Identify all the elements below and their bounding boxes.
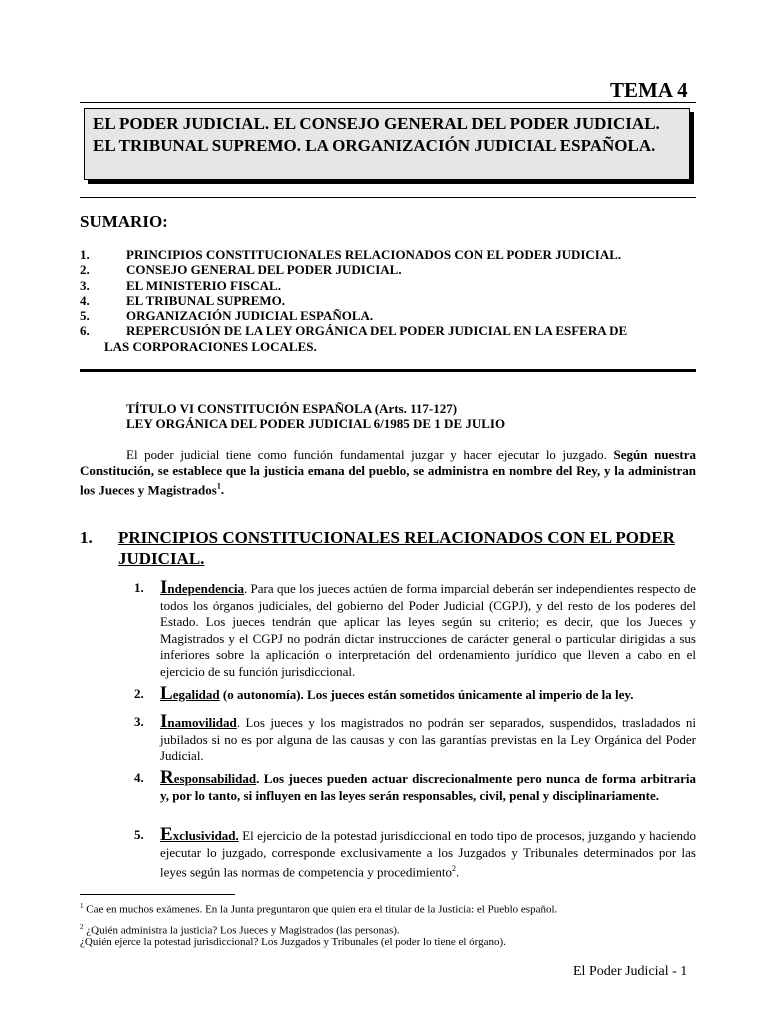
footnote-mark: 2 (80, 923, 84, 931)
sumario-item-number: 5. (80, 308, 90, 324)
reference-line: TÍTULO VI CONSTITUCIÓN ESPAÑOLA (Arts. 117-127) (126, 401, 458, 416)
principle-key-initial: L (160, 683, 173, 704)
principle-text: El ejercicio de la potestad jurisdiccional en todo tipo de procesos, juzgando y haciendo ejecutar lo juzgado, corresponde exclusivamente a los Juzgados y Tribunales determinados por las leyes según las normas de competencia y procedimiento (160, 828, 696, 880)
principle-key-initial: E (160, 824, 173, 845)
principle-number: 1. (134, 580, 144, 595)
principle-text: Los jueces y los magistrados no podrán ser separados, suspendidos, trasladados ni jubilados si no es por alguna de las causas y con las garantías previstas en la Ley Orgánica del Poder Judicial. (160, 715, 696, 763)
section-number: 1. (80, 528, 93, 547)
tema-number: TEMA 4 (610, 78, 688, 102)
sumario-item (80, 247, 700, 262)
principle-key-initial: R (160, 767, 174, 788)
principle-key-initial: I (160, 711, 168, 732)
sumario-item-text: REPERCUSIÓN DE LA LEY ORGÁNICA DEL PODER JUDICIAL EN LA ESFERA DE (126, 323, 628, 339)
footnote-separator (80, 894, 235, 895)
principle-number: 5. (134, 827, 144, 842)
sumario-item-text: CONSEJO GENERAL DEL PODER JUDICIAL. (126, 262, 402, 278)
footnote-ref: 2 (452, 864, 457, 873)
title-box (84, 108, 690, 180)
principle-text: (o autonomía). Los jueces están sometidos únicamente al imperio de la ley. (219, 687, 634, 702)
principle-number: 3. (134, 714, 144, 729)
footnote (80, 899, 557, 917)
title-bottom-rule (80, 197, 696, 198)
footnote-mark: 1 (80, 902, 84, 910)
intro-bold-text: Según nuestra Constitución, se establece que la justicia emana del pueblo, se administra en nombre del Rey, y la administran los Jueces y Magistrados (80, 447, 696, 498)
sumario-item-number: 2. (80, 262, 90, 278)
principle-sep: . (236, 715, 241, 730)
principle-key-rest: esponsabilidad (173, 771, 257, 786)
sumario-item-number: 6. (80, 323, 90, 339)
section-title: PRINCIPIOS CONSTITUCIONALES RELACIONADOS CON EL PODER JUDICIAL. (118, 528, 675, 568)
document-title: EL PODER JUDICIAL. EL CONSEJO GENERAL DEL PODER JUDICIAL. EL TRIBUNAL SUPREMO. LA ORGANIZACIÓN JUDICIAL ESPAÑOLA. (93, 114, 660, 155)
sumario-item (80, 308, 700, 323)
principle-key-initial: I (160, 577, 168, 598)
principle-text: . Los jueces pueden actuar discrecionalmente pero nunca de forma arbitraria y, por lo tanto, si influyen en las leyes serán responsables, civil, penal y disciplinariamente. (160, 771, 696, 803)
principle-key-rest: ndependencia (167, 581, 244, 596)
sumario-heading: SUMARIO: (80, 212, 168, 231)
principle-body (160, 577, 696, 680)
principle-key (160, 824, 239, 845)
principle-key (160, 577, 244, 598)
footnote-text: ¿Quién administra la justicia? Los Jueces y Magistrados (las personas). (83, 924, 400, 937)
sumario-item-text: EL MINISTERIO FISCAL. (126, 277, 281, 293)
intro-paragraph (80, 447, 696, 498)
principle-body (160, 824, 696, 881)
footnote-ref: 1 (216, 482, 221, 491)
sumario-item (80, 262, 700, 277)
sumario-item (80, 293, 700, 308)
principle-body (160, 683, 696, 704)
top-rule (80, 102, 696, 103)
principle-number: 4. (134, 770, 144, 785)
footnote-text: ¿Quién ejerce la potestad jurisdiccional? Los Juzgados y Tribunales (el poder lo tiene el órgano). (80, 936, 506, 948)
sumario-item (80, 278, 700, 293)
principle-number: 2. (134, 686, 144, 701)
sumario-item-continuation: LAS CORPORACIONES LOCALES. (104, 338, 317, 354)
principle-body (160, 711, 696, 765)
sumario-list (80, 247, 700, 354)
principle-key-rest: egalidad (172, 687, 220, 702)
intro-text: El poder judicial tiene como función fundamental juzgar y hacer ejecutar lo juzgado. (126, 447, 614, 462)
intro-end: . (220, 482, 225, 498)
principle-sep: . (243, 581, 248, 596)
section-divider (80, 369, 696, 372)
sumario-item-text: ORGANIZACIÓN JUDICIAL ESPAÑOLA. (126, 308, 374, 324)
sumario-item-text: PRINCIPIOS CONSTITUCIONALES RELACIONADOS CON EL PODER JUDICIAL. (126, 247, 622, 262)
legal-references (126, 401, 505, 431)
principle-body (160, 767, 696, 804)
sumario-item-number: 1. (80, 247, 90, 262)
principle-end: . (456, 864, 460, 880)
principle-key-rest: xclusividad. (172, 828, 239, 843)
sumario-item-text: EL TRIBUNAL SUPREMO. (126, 292, 286, 308)
footnote-text: Cae en muchos exámenes. En la Junta preguntaron que quien era el titular de la Justicia: el Pueblo español. (83, 903, 558, 916)
sumario-item-number: 4. (80, 292, 90, 308)
page-footer: El Poder Judicial - 1 (573, 964, 688, 979)
footnote (80, 935, 506, 949)
reference-line: LEY ORGÁNICA DEL PODER JUDICIAL 6/1985 DE 1 DE JULIO (126, 416, 506, 431)
sumario-item-number: 3. (80, 277, 90, 293)
principle-text: Para que los jueces actúen de forma imparcial deberán ser independientes respecto de todos los órganos judiciales, del gobierno del Poder Judicial (CGPJ), y del resto de los poderes del Estado. Los jueces tendrán que aplicar las leyes según su criterio; es decir, que los Jueces y Magistrados y el CGPJ no podrán dictar instrucciones de carácter general o particular dirigidas a sus inferiores sobre la aplicación o interpretación del ordenamiento jurídico que lleven a cabo en el ejercicio de su función jurisdiccional. (160, 581, 696, 679)
principle-key (160, 767, 257, 788)
sumario-item (80, 323, 700, 338)
principle-key (160, 683, 220, 704)
principle-key-rest: namovilidad (167, 715, 237, 730)
principle-key (160, 711, 237, 732)
